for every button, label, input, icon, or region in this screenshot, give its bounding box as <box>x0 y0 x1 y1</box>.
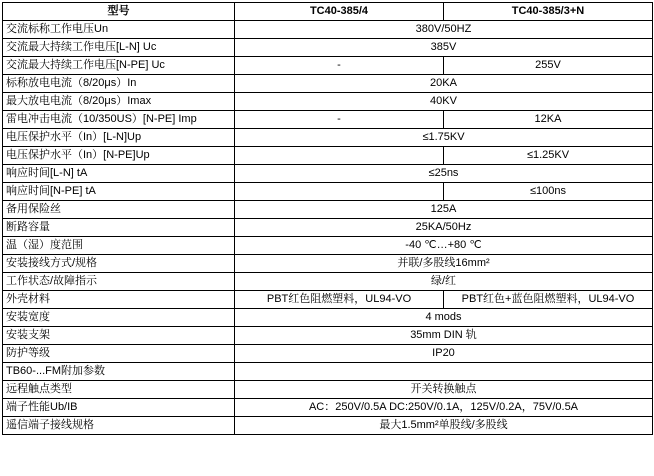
row-label: 交流标称工作电压Un <box>3 21 235 39</box>
row-value: 40KV <box>235 93 653 111</box>
table-row <box>3 273 653 291</box>
row-label: 外壳材料 <box>3 291 235 309</box>
row-value: AC：250V/0.5A DC:250V/0.1A，125V/0.2A，75V/0.5A <box>235 399 653 417</box>
row-value-col1: - <box>235 57 444 75</box>
table-row <box>3 57 653 75</box>
row-label: 交流最大持续工作电压[L-N] Uc <box>3 39 235 57</box>
row-value: 开关转换触点 <box>235 381 653 399</box>
table-row <box>3 345 653 363</box>
table-row <box>3 219 653 237</box>
table-row <box>3 309 653 327</box>
row-value-col2: ≤100ns <box>444 183 653 201</box>
row-value: 并联/多股线16mm² <box>235 255 653 273</box>
row-value: 绿/红 <box>235 273 653 291</box>
row-value-col2: 255V <box>444 57 653 75</box>
row-value-col2: ≤1.25KV <box>444 147 653 165</box>
table-row <box>3 165 653 183</box>
row-label: 备用保险丝 <box>3 201 235 219</box>
table-row <box>3 327 653 345</box>
row-value: 25KA/50Hz <box>235 219 653 237</box>
specification-table <box>2 2 653 435</box>
row-label: 安装接线方式/规格 <box>3 255 235 273</box>
table-header-row <box>3 3 653 21</box>
row-label: 雷电冲击电流（10/350US）[N-PE] Imp <box>3 111 235 129</box>
table-row <box>3 93 653 111</box>
header-model-label: 型号 <box>3 3 235 21</box>
table-row <box>3 399 653 417</box>
row-value: 最大1.5mm²单股线/多股线 <box>235 417 653 435</box>
table-row <box>3 111 653 129</box>
row-label: 断路容量 <box>3 219 235 237</box>
header-col1: TC40-385/4 <box>235 3 444 21</box>
row-value: 385V <box>235 39 653 57</box>
row-value-col1: - <box>235 111 444 129</box>
row-value <box>235 363 653 381</box>
table-row <box>3 183 653 201</box>
table-row <box>3 39 653 57</box>
row-label: TB60-...FM附加参数 <box>3 363 235 381</box>
row-value-col2: PBT红色+蓝色阻燃塑料，UL94-VO <box>444 291 653 309</box>
header-col2: TC40-385/3+N <box>444 3 653 21</box>
row-label: 遥信端子接线规格 <box>3 417 235 435</box>
row-value: 20KA <box>235 75 653 93</box>
row-value: -40 ℃…+80 ℃ <box>235 237 653 255</box>
table-row <box>3 255 653 273</box>
row-label: 最大放电电流（8/20μs）Imax <box>3 93 235 111</box>
row-label: 远程触点类型 <box>3 381 235 399</box>
row-value-col2: 12KA <box>444 111 653 129</box>
row-label: 响应时间[N-PE] tA <box>3 183 235 201</box>
row-label: 交流最大持续工作电压[N-PE] Uc <box>3 57 235 75</box>
table-row <box>3 291 653 309</box>
table-row <box>3 237 653 255</box>
table-row <box>3 75 653 93</box>
row-value: 380V/50HZ <box>235 21 653 39</box>
row-label: 温（湿）度范围 <box>3 237 235 255</box>
row-value-col1 <box>235 147 444 165</box>
row-value: 125A <box>235 201 653 219</box>
row-label: 电压保护水平（In）[L-N]Up <box>3 129 235 147</box>
row-label: 标称放电电流（8/20μs）In <box>3 75 235 93</box>
row-value: ≤1.75KV <box>235 129 653 147</box>
row-label: 电压保护水平（In）[N-PE]Up <box>3 147 235 165</box>
row-value-col1: PBT红色阻燃塑料，UL94-VO <box>235 291 444 309</box>
row-value: IP20 <box>235 345 653 363</box>
table-row <box>3 21 653 39</box>
row-value-col1 <box>235 183 444 201</box>
row-label: 安装宽度 <box>3 309 235 327</box>
row-label: 端子性能Ub/IB <box>3 399 235 417</box>
table-row <box>3 147 653 165</box>
row-label: 工作状态/故障指示 <box>3 273 235 291</box>
table-row <box>3 201 653 219</box>
row-label: 防护等级 <box>3 345 235 363</box>
table-row <box>3 417 653 435</box>
table-row <box>3 381 653 399</box>
row-value: 4 mods <box>235 309 653 327</box>
row-value: ≤25ns <box>235 165 653 183</box>
row-label: 响应时间[L-N] tA <box>3 165 235 183</box>
row-label: 安装支架 <box>3 327 235 345</box>
table-row <box>3 129 653 147</box>
row-value: 35mm DIN 轨 <box>235 327 653 345</box>
table-row <box>3 363 653 381</box>
